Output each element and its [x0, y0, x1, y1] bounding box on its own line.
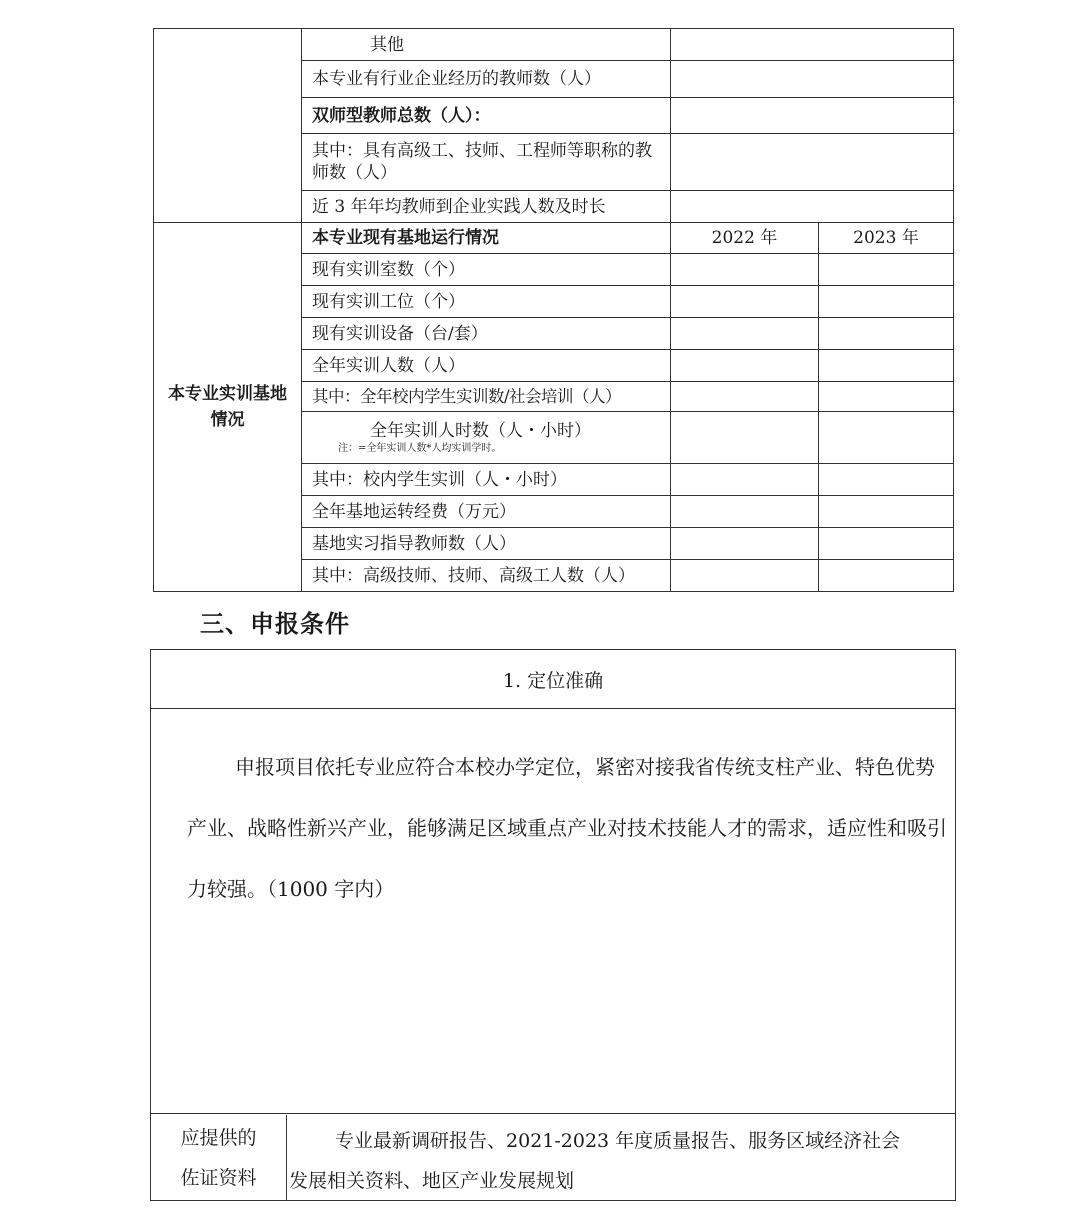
- row-label: 双师型教师总数（人）：: [302, 98, 671, 134]
- row-label-with-note: [302, 412, 671, 464]
- value-cell: [671, 496, 819, 528]
- value-cell: [819, 412, 954, 464]
- value-cell: [671, 382, 819, 412]
- row-label: 全年实训人数（人）: [302, 350, 671, 382]
- value-cell: [819, 560, 954, 592]
- section-heading: 三、申报条件: [200, 610, 350, 638]
- value-cell: [819, 318, 954, 350]
- value-cell: [819, 254, 954, 286]
- value-cell: [671, 286, 819, 318]
- value-cell: [671, 318, 819, 350]
- requirement-title: 1. 定位准确: [151, 650, 955, 709]
- value-cell: [671, 61, 954, 98]
- row-label: 现有实训室数（个）: [302, 254, 671, 286]
- value-cell: [671, 350, 819, 382]
- row-label: 全年实训人时数（人・小时）: [370, 420, 591, 441]
- row-label: 全年基地运转经费（万元）: [302, 496, 671, 528]
- section-label: 本专业实训基地情况: [154, 223, 302, 592]
- value-cell: [671, 528, 819, 560]
- row-label: 其中：校内学生实训（人・小时）: [302, 464, 671, 496]
- value-cell: [819, 286, 954, 318]
- value-cell: [819, 496, 954, 528]
- evidence-label-line: 应提供的: [180, 1126, 257, 1149]
- requirement-body: [151, 709, 955, 1114]
- row-label: 基地实习指导教师数（人）: [302, 528, 671, 560]
- value-cell: [819, 528, 954, 560]
- table-header: 本专业现有基地运行情况: [302, 223, 671, 254]
- row-label: 其他: [302, 29, 671, 61]
- value-cell: [671, 29, 954, 61]
- requirement-box: [150, 649, 956, 1201]
- row-label: 其中：全年校内学生实训数/社会培训（人）: [302, 382, 671, 412]
- evidence-text-line: 专业最新调研报告、2021-2023 年度质量报告、服务区域经济社会: [335, 1130, 901, 1152]
- evidence-text: [287, 1115, 955, 1200]
- value-cell: [671, 464, 819, 496]
- value-cell: [671, 98, 954, 134]
- footnote: 注：=全年实训人数*人均实训学时。: [338, 442, 502, 454]
- requirement-text: 申报项目依托专业应符合本校办学定位，紧密对接我省传统支柱产业、特色优势产业、战略性新兴产业，能够满足区域重点产业对技术技能人才的需求，适应性和吸引力较强。（1000 字内）: [187, 755, 947, 901]
- evidence-label: [151, 1115, 287, 1200]
- evidence-label-line: 佐证资料: [180, 1166, 257, 1189]
- value-cell: [819, 382, 954, 412]
- value-cell: [671, 191, 954, 223]
- value-cell: [671, 412, 819, 464]
- evidence-text-line: 发展相关资料、地区产业发展规划: [289, 1170, 575, 1192]
- value-cell: [671, 134, 954, 191]
- value-cell: [819, 350, 954, 382]
- value-cell: [671, 254, 819, 286]
- row-label: 近 3 年年均教师到企业实践人数及时长: [302, 191, 671, 223]
- year-header: 2022 年: [671, 223, 819, 254]
- year-header: 2023 年: [819, 223, 954, 254]
- merged-blank-cell: [154, 29, 302, 223]
- row-label: 其中：具有高级工、技师、工程师等职称的教师数（人）: [302, 134, 671, 191]
- value-cell: [819, 464, 954, 496]
- value-cell: [671, 560, 819, 592]
- row-label: 本专业有行业企业经历的教师数（人）: [302, 61, 671, 98]
- evidence-row: [151, 1115, 955, 1200]
- row-label: 现有实训工位（个）: [302, 286, 671, 318]
- row-label: 其中：高级技师、技师、高级工人数（人）: [302, 560, 671, 592]
- row-label: 现有实训设备（台/套）: [302, 318, 671, 350]
- resource-table: [153, 28, 954, 592]
